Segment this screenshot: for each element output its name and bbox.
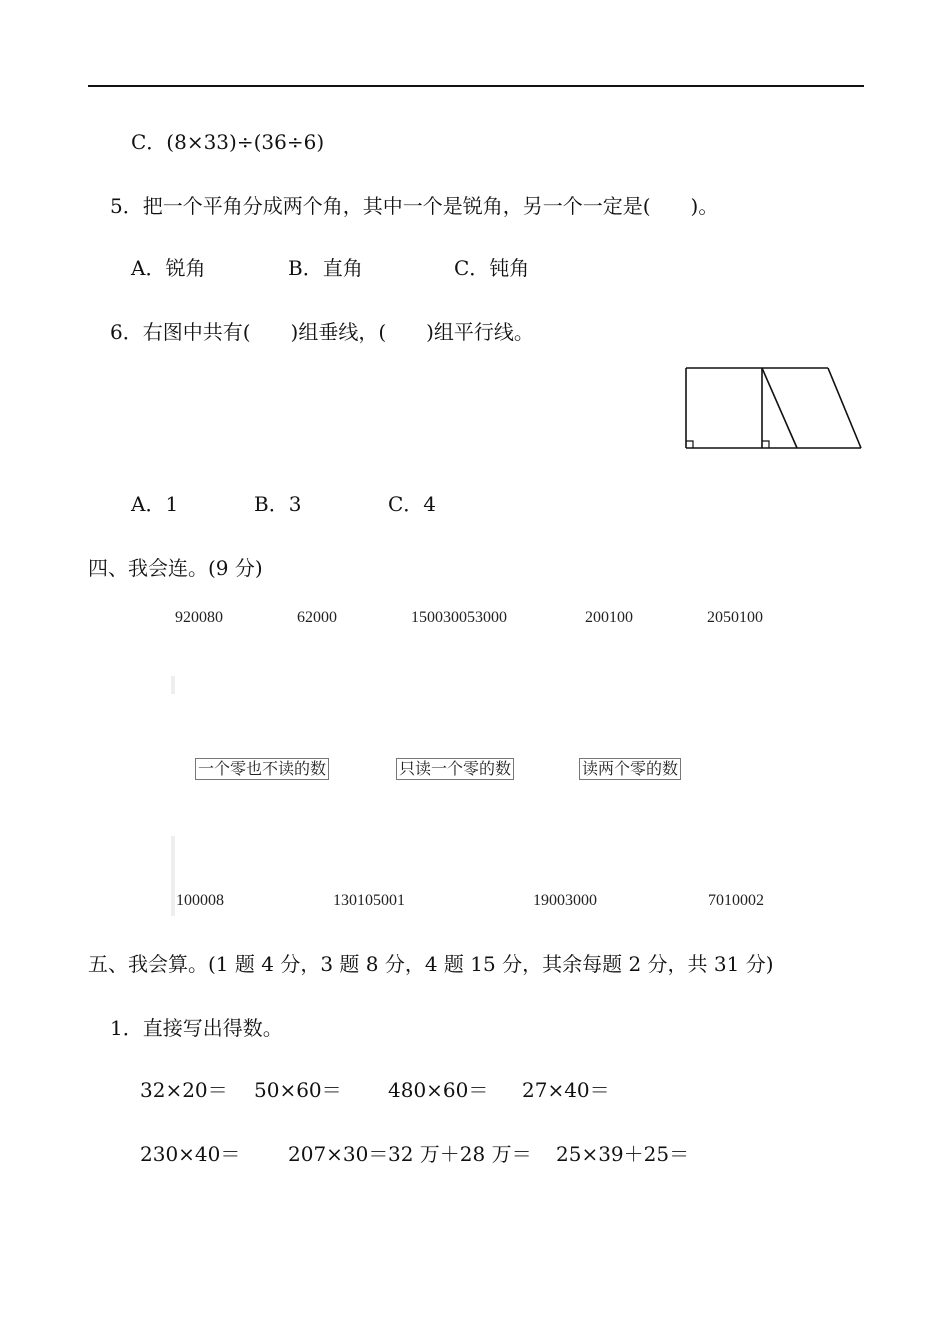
calc-row2-4: 25×39＋25＝ xyxy=(556,1142,690,1166)
q5-option-a: A．锐角 xyxy=(131,256,206,280)
top-number-4: 200100 xyxy=(585,609,633,626)
right-angle-mark-left xyxy=(686,441,693,448)
right-angle-mark-middle xyxy=(762,441,769,448)
scan-mark-top xyxy=(171,676,175,694)
section5-q1-stem: 1．直接写出得数。 xyxy=(110,1016,283,1040)
top-number-3: 150030053000 xyxy=(411,609,507,626)
calc-row1-4: 27×40＝ xyxy=(522,1078,610,1102)
calc-row2-2: 207×30＝ xyxy=(288,1142,389,1166)
q6-option-b: B．3 xyxy=(254,492,302,516)
bottom-number-2: 130105001 xyxy=(333,892,405,909)
figure-right-slanted-edge xyxy=(828,368,861,448)
bottom-number-1: 100008 xyxy=(176,892,224,909)
calc-row1-1: 32×20＝ xyxy=(140,1078,228,1102)
calc-row1-2: 50×60＝ xyxy=(254,1078,342,1102)
section4-title: 四、我会连。(9 分) xyxy=(88,556,263,580)
scan-mark-bottom xyxy=(171,836,175,916)
calc-row2-1: 230×40＝ xyxy=(140,1142,241,1166)
q5-stem: 5．把一个平角分成两个角，其中一个是锐角，另一个一定是( )。 xyxy=(110,194,719,218)
bottom-number-3: 19003000 xyxy=(533,892,597,909)
category-box-one-zero: 只读一个零的数 xyxy=(396,758,514,780)
q4-option-c: C．(8×33)÷(36÷6) xyxy=(131,130,325,154)
category-box-no-zero: 一个零也不读的数 xyxy=(195,758,329,780)
top-number-5: 2050100 xyxy=(707,609,763,626)
q5-option-b: B．直角 xyxy=(288,256,363,280)
q6-option-c: C．4 xyxy=(388,492,437,516)
top-number-2: 62000 xyxy=(297,609,337,626)
top-rule xyxy=(88,85,864,87)
q6-option-a: A．1 xyxy=(131,492,179,516)
calc-row2-3: 32 万＋28 万＝ xyxy=(388,1142,532,1166)
top-number-1: 920080 xyxy=(175,609,223,626)
q5-option-c: C．钝角 xyxy=(454,256,530,280)
q6-figure xyxy=(680,362,870,454)
bottom-number-4: 7010002 xyxy=(708,892,764,909)
calc-row1-3: 480×60＝ xyxy=(388,1078,489,1102)
figure-slanted-segment xyxy=(762,368,797,448)
category-box-two-zeros: 读两个零的数 xyxy=(579,758,681,780)
section5-title: 五、我会算。(1 题 4 分，3 题 8 分，4 题 15 分，其余每题 2 分，共 31 分) xyxy=(88,952,774,976)
q6-stem: 6．右图中共有( )组垂线，( )组平行线。 xyxy=(110,320,534,344)
